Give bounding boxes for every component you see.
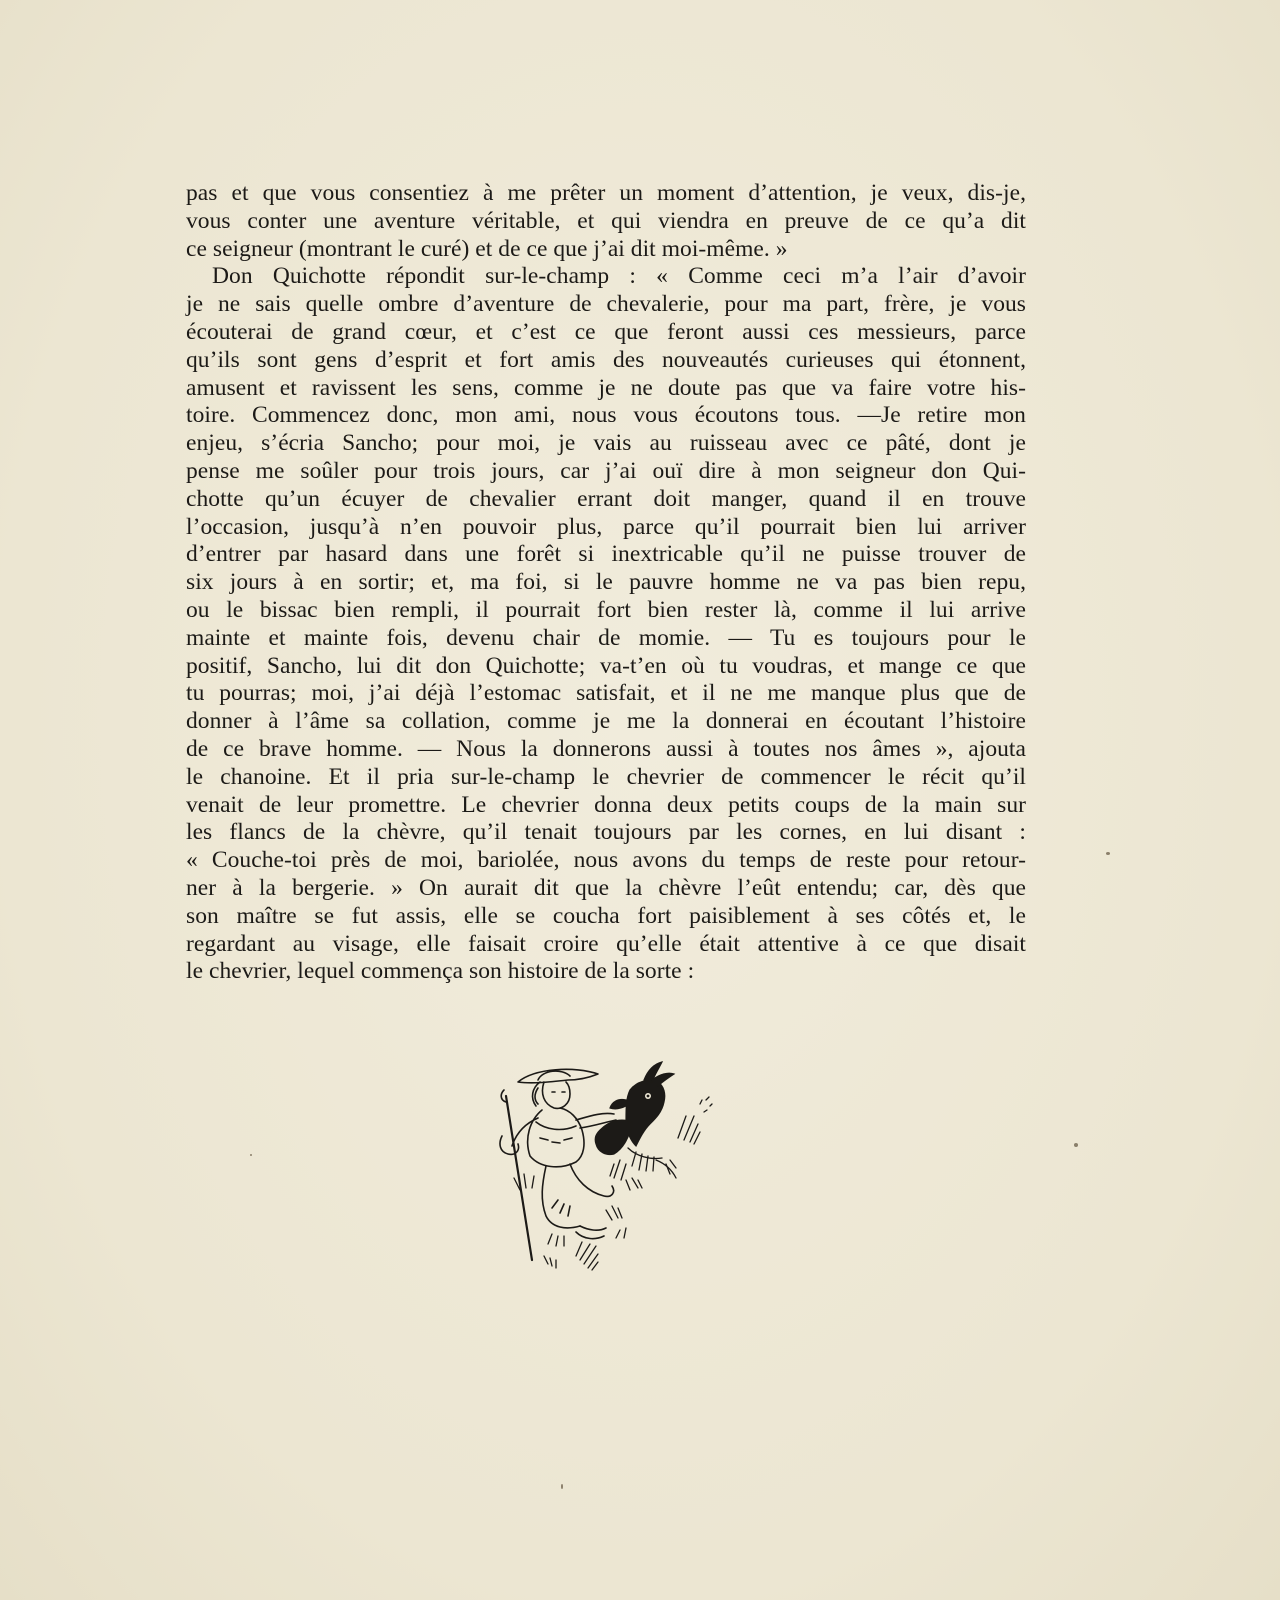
text-line: ner à la bergerie. » On aurait dit que la chèvre l’eût entendu; car, dès que <box>186 874 1026 901</box>
text-line: le chevrier, lequel commença son histoire de la sorte : <box>186 958 695 985</box>
paper-speck <box>250 1154 252 1156</box>
text-line: tu pourras; moi, j’ai déjà l’estomac satisfait, et il ne me manque plus que de <box>186 680 1026 707</box>
paper-speck <box>1106 852 1110 855</box>
paragraph-2 <box>186 263 1026 986</box>
paragraph-1 <box>186 180 1026 263</box>
text-line: l’occasion, jusqu’à n’en pouvoir plus, parce qu’il pourrait bien lui arriver <box>186 513 1026 540</box>
body-text <box>186 180 1026 986</box>
text-line: regardant au visage, elle faisait croire qu’elle était attentive à ce que disait <box>186 930 1026 957</box>
text-line: six jours à en sortir; et, ma foi, si le pauvre homme ne va pas bien repu, <box>186 569 1026 596</box>
text-line: enjeu, s’écria Sancho; pour moi, je vais au ruisseau avec ce pâté, dont je <box>186 430 1026 457</box>
text-line: ou le bissac bien rempli, il pourrait fort bien rester là, comme il lui arrive <box>186 596 1026 623</box>
text-line: amusent et ravissent les sens, comme je ne doute pas que va faire votre his- <box>186 374 1026 401</box>
goatherd-and-goat-vignette-icon <box>480 1060 740 1300</box>
text-line: son maître se fut assis, elle se coucha fort paisiblement à ses côtés et, le <box>186 902 1026 929</box>
text-line: Don Quichotte répondit sur-le-champ : « Comme ceci m’a l’air d’avoir <box>212 263 1026 290</box>
text-line: vous conter une aventure véritable, et qui viendra en preuve de ce qu’a dit <box>186 207 1026 234</box>
text-line: positif, Sancho, lui dit don Quichotte; va-t’en où tu voudras, et mange ce que <box>186 652 1026 679</box>
text-line: je ne sais quelle ombre d’aventure de chevalerie, pour ma part, frère, je vous <box>186 291 1026 318</box>
text-line: ce seigneur (montrant le curé) et de ce que j’ai dit moi-même. » <box>186 235 788 262</box>
text-line: « Couche-toi près de moi, bariolée, nous avons du temps de reste pour retour- <box>186 847 1026 874</box>
text-line: venait de leur promettre. Le chevrier donna deux petits coups de la main sur <box>186 791 1026 818</box>
text-line: donner à l’âme sa collation, comme je me la donnerai en écoutant l’histoire <box>186 708 1026 735</box>
paper-speck <box>561 1484 563 1489</box>
text-line: chotte qu’un écuyer de chevalier errant doit manger, quand il en trouve <box>186 485 1026 512</box>
text-line: qu’ils sont gens d’esprit et fort amis des nouveautés curieuses qui étonnent, <box>186 346 1026 373</box>
text-line: toire. Commencez donc, mon ami, nous vous écoutons tous. —Je retire mon <box>186 402 1026 429</box>
text-line: de ce brave homme. — Nous la donnerons aussi à toutes nos âmes », ajouta <box>186 735 1026 762</box>
text-line: pense me soûler pour trois jours, car j’ai ouï dire à mon seigneur don Qui- <box>186 457 1026 484</box>
text-line: pas et que vous consentiez à me prêter un moment d’attention, je veux, dis-je, <box>186 180 1026 206</box>
text-line: les flancs de la chèvre, qu’il tenait toujours par les cornes, en lui disant : <box>186 819 1026 846</box>
text-line: écouterai de grand cœur, et c’est ce que feront aussi ces messieurs, parce <box>186 318 1026 345</box>
text-line: le chanoine. Et il pria sur-le-champ le chevrier de commencer le récit qu’il <box>186 763 1026 790</box>
text-line: d’entrer par hasard dans une forêt si inextricable qu’il ne puisse trouver de <box>186 541 1026 568</box>
paper-speck <box>1074 1143 1078 1147</box>
text-line: mainte et mainte fois, devenu chair de momie. — Tu es toujours pour le <box>186 624 1026 651</box>
